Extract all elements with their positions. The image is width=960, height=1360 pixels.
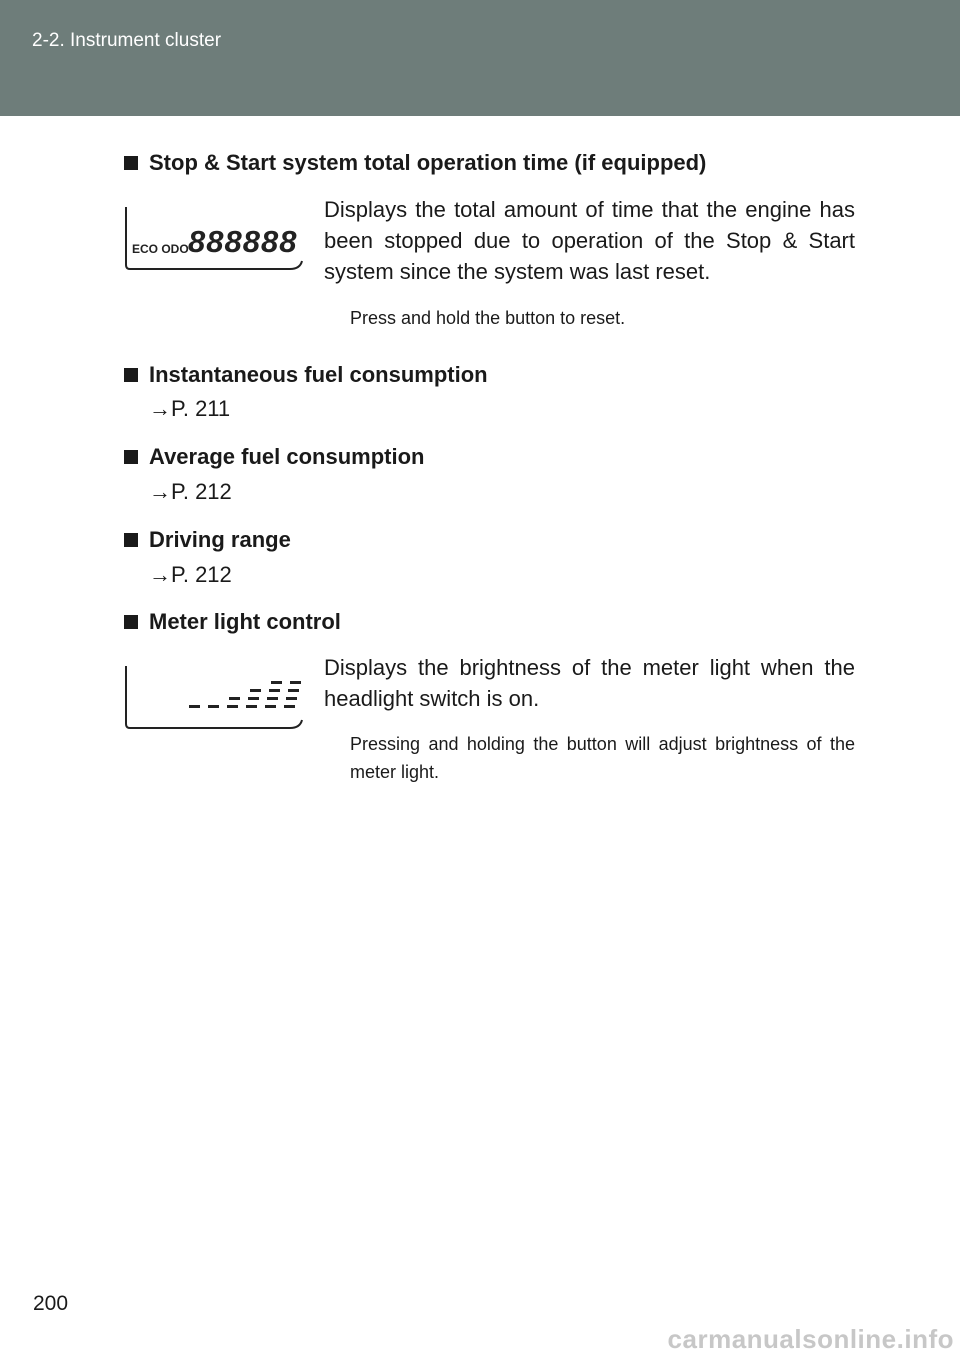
square-bullet-icon (124, 450, 138, 464)
section-title-average (124, 444, 424, 470)
page-number: 200 (33, 1292, 69, 1315)
page-header (0, 0, 960, 116)
section-note: Press and hold the button to reset. (350, 308, 626, 328)
section-title-stop-start (124, 150, 706, 176)
section-title-driving-range (124, 527, 291, 553)
page-reference-link[interactable]: →P. 212 (149, 562, 232, 587)
section-description: Displays the total amount of time that the engine has been stopped due to operation of the Stop & Start system since the system was last reset. (324, 197, 855, 284)
eco-odo-label: ECO ODO (132, 242, 189, 256)
section-description: Displays the brightness of the meter light when the headlight switch is on. (324, 655, 855, 711)
section-title-meter-light (124, 609, 341, 635)
square-bullet-icon (124, 615, 138, 629)
page-reference-link[interactable]: →P. 211 (149, 396, 231, 421)
section-title-text: Stop & Start system total operation time (if equipped) (149, 150, 707, 175)
section-title-text: Meter light control (149, 609, 341, 634)
eco-odo-display (122, 205, 304, 275)
header-title: 2-2. Instrument cluster (32, 30, 222, 51)
section-title-text: Driving range (149, 527, 291, 552)
brightness-bars-icon (189, 681, 301, 708)
section-note: Pressing and holding the button will adjust brightness of the meter light. (350, 734, 855, 782)
seven-segment-digits: 888888 (188, 224, 298, 259)
square-bullet-icon (124, 156, 138, 170)
square-bullet-icon (124, 368, 138, 382)
section-title-text: Average fuel consumption (149, 444, 425, 469)
section-title-text: Instantaneous fuel consumption (149, 362, 488, 387)
brightness-level-display (122, 664, 304, 734)
square-bullet-icon (124, 533, 138, 547)
page-reference-link[interactable]: →P. 212 (149, 479, 232, 504)
watermark: carmanualsonline.info (667, 1324, 954, 1354)
section-title-instantaneous (124, 362, 488, 388)
